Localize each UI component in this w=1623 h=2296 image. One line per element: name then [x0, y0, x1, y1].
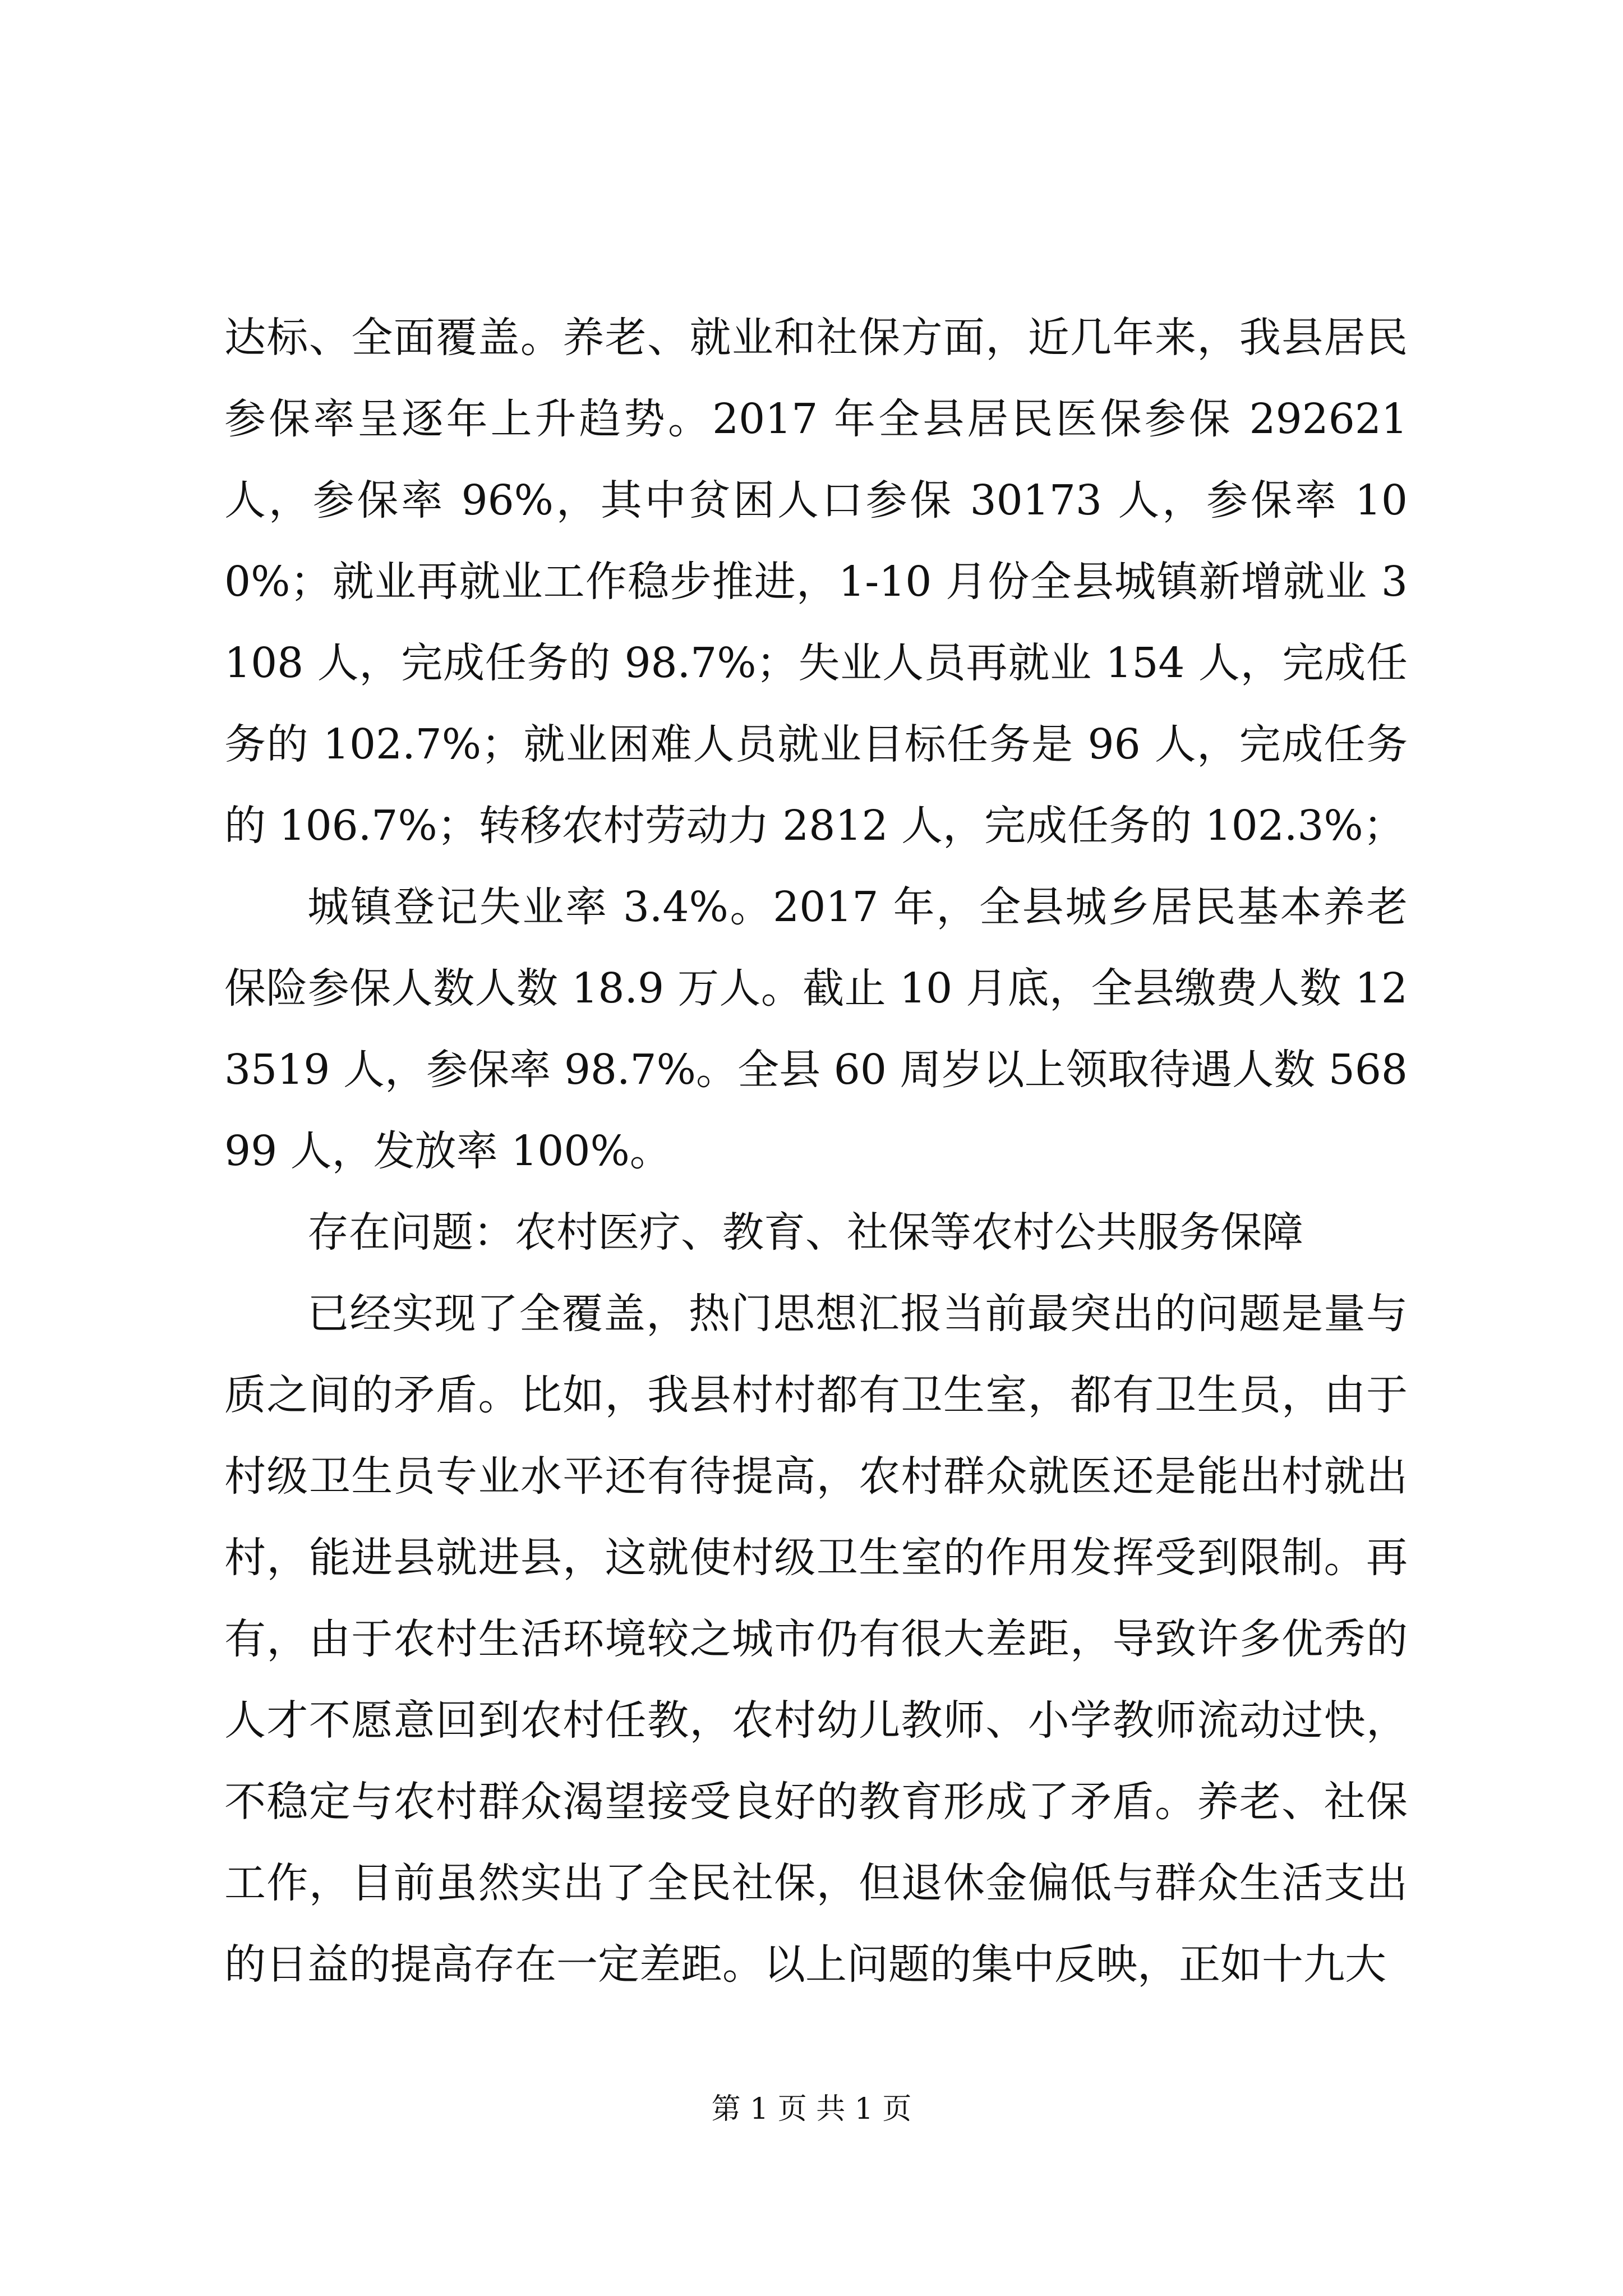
paragraph-2: 城镇登记失业率 3.4%。2017 年，全县城乡居民基本养老保险参保人数人数 18.9 万人。截止 10 月底，全县缴费人数 123519 人，参保率 98.7%。全县 60 周岁以上领取待遇人数 56899 人，发放率 100%。 — [224, 883, 1408, 1175]
paragraph-3: 存在问题：农村医疗、教育、社保等农村公共服务保障 — [307, 1208, 1303, 1257]
paragraph-1: 达标、全面覆盖。养老、就业和社保方面，近几年来，我县居民参保率呈逐年上升趋势。2017 年全县居民医保参保 292621 人，参保率 96%，其中贫困人口参保 30173 人，参保率 100%；就业再就业工作稳步推进，1-10 月份全县城镇新增就业 3108 人，完成任务的 98.7%；失业人员再就业 154 人，完成任务的 102.7%；就业困难人员就业目标任务是 96 人，完成任务的 106.7%；转移农村劳动力 2812 人，完成任务的 102.3%； — [224, 314, 1408, 850]
paragraph-4: 已经实现了全覆盖，热门思想汇报当前最突出的问题是量与质之间的矛盾。比如，我县村村都有卫生室，都有卫生员，由于村级卫生员专业水平还有待提高，农村群众就医还是能出村就出村，能进县就进县，这就使村级卫生室的作用发挥受到限制。再有，由于农村生活环境较之城市仍有很大差距，导致许多优秀的人才不愿意回到农村任教，农村幼儿教师、小学教师流动过快，不稳定与农村群众渴望接受良好的教育形成了矛盾。养老、社保工作，目前虽然实出了全民社保，但退休金偏低与群众生活支出的日益的提高存在一定差距。以上问题的集中反映，正如十九大 — [224, 1290, 1408, 1989]
page-footer: 第 1 页 共 1 页 — [711, 2092, 912, 2126]
document-body — [224, 297, 1408, 2005]
